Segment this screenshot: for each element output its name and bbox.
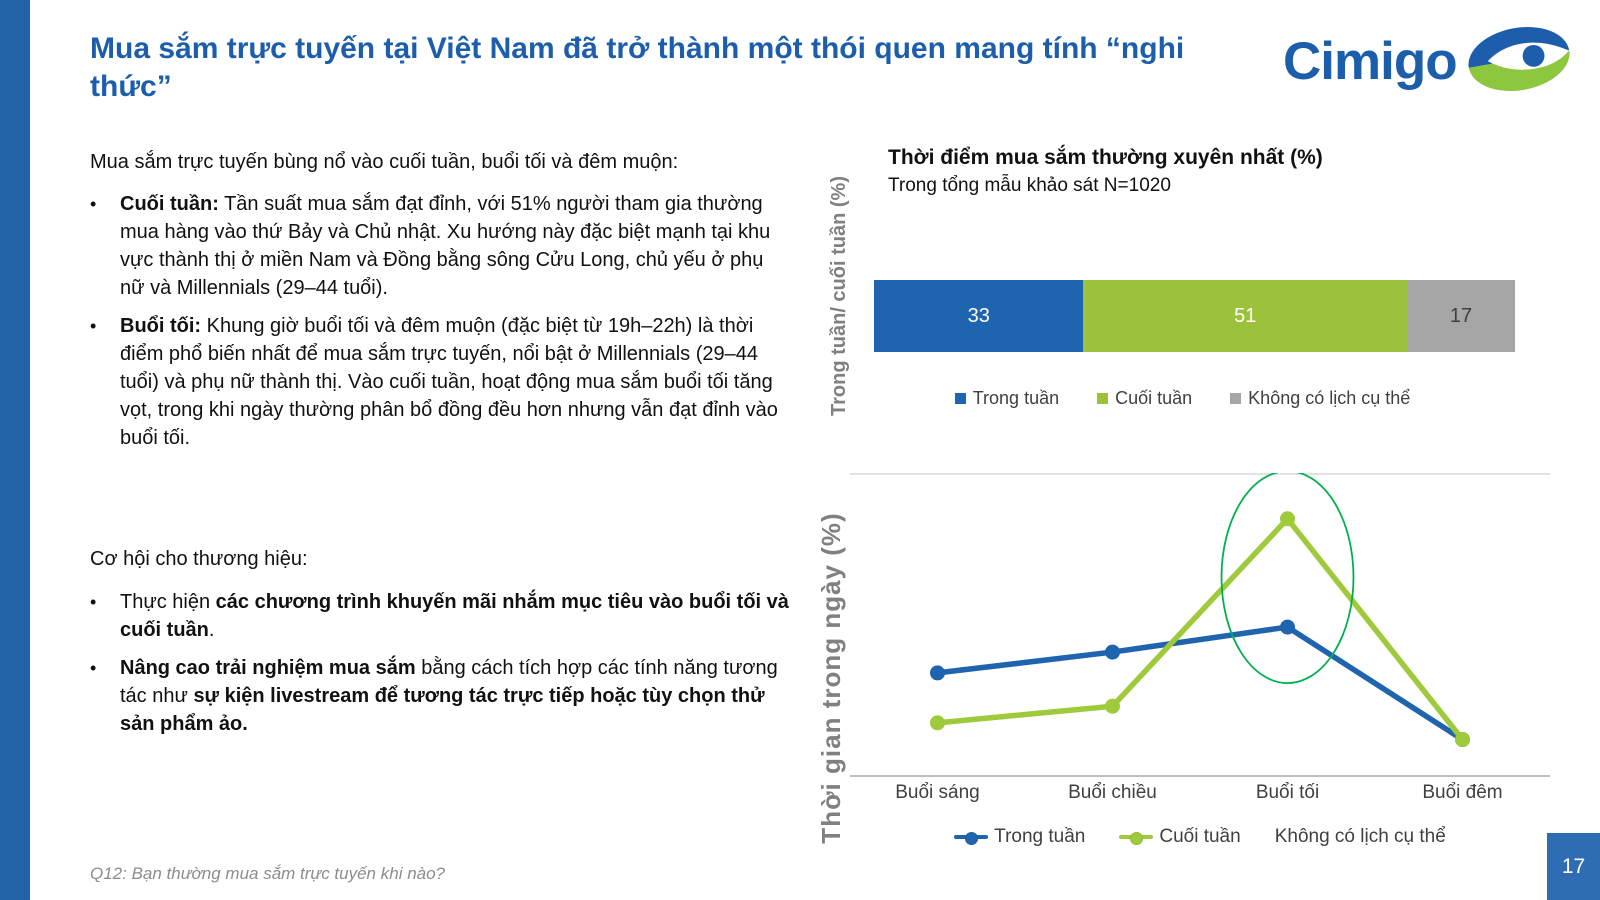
bar-chart-title: Thời điểm mua sắm thường xuyên nhất (%) (888, 146, 1323, 169)
line-chart-plot (850, 473, 1550, 777)
bullet-dot: • (90, 592, 97, 612)
opportunity-bullet-list (90, 588, 790, 748)
cimigo-eye-icon (1467, 26, 1571, 97)
bullet-weekend (90, 190, 790, 302)
x-label-evening: Buổi tối (1255, 782, 1320, 803)
legend-item-weekday-line: Trong tuần (954, 826, 1085, 848)
stacked-bar (874, 280, 1515, 352)
question-footnote: Q12: Bạn thường mua sắm trực tuyến khi nào? (90, 864, 446, 883)
legend-item-noschedule-line: Không có lịch cụ thể (1274, 826, 1446, 847)
bullet-dot: • (90, 316, 97, 336)
cimigo-wordmark: Cimigo (1283, 32, 1457, 91)
x-label-afternoon: Buổi chiều (1068, 782, 1157, 803)
bullet-weekend-lead: Cuối tuần: (120, 193, 219, 215)
bar-value-weekend: 51 (1234, 304, 1257, 327)
opportunity-heading: Cơ hội cho thương hiệu: (90, 548, 308, 570)
bar-segment (1407, 280, 1515, 352)
x-label-night: Buổi đêm (1422, 782, 1503, 803)
legend1-swatch (955, 393, 966, 404)
legend-item-weekday: Trong tuần (955, 388, 1059, 409)
bar-chart-subtitle: Trong tổng mẫu khảo sát N=1020 (888, 175, 1171, 196)
bullet-weekend-text: Tần suất mua sắm đạt đỉnh, với 51% người tham gia thường mua hàng vào thứ Bảy và Chủ nhật. Xu hướng này đặc biệt mạnh tại khu vực thành thị ở miền Nam và Đồng bằng sông Cửu Long, chủ yếu ở phụ nữ và Millennials (29–44 tuổi). (120, 193, 771, 299)
line-chart-x-axis-labels (850, 782, 1550, 804)
bullet-dot: • (90, 658, 97, 678)
bullet-evening (90, 312, 790, 452)
page-title: Mua sắm trực tuyến tại Việt Nam đã trở thành một thói quen mang tính “nghi thức” (90, 32, 1185, 103)
bullet-promotions: • Thực hiện các chương trình khuyến mãi nhắm mục tiêu vào buổi tối và cuối tuần. (90, 588, 790, 644)
line-chart-legend (850, 826, 1550, 848)
cimigo-logo (1283, 26, 1571, 97)
bullet-evening-lead: Buổi tối: (120, 315, 202, 337)
legend-item-weekend-line: Cuối tuần (1119, 826, 1240, 848)
legend1-swatch (1097, 393, 1108, 404)
bar-segment (1083, 280, 1407, 352)
bar-value-noschedule: 17 (1449, 304, 1473, 327)
legend-item-weekend: Cuối tuần (1097, 388, 1192, 409)
bullet-evening-text: Khung giờ buổi tối và đêm muộn (đặc biệt từ 19h–22h) là thời điểm phổ biến nhất để mua sắm trực tuyến, nổi bật ở Millennials (29–44 tuổi) và phụ nữ thành thị. Vào cuối tuần, hoạt động mua sắm buổi tối tăng vọt, trong khi ngày thường phân bổ đồng đều hơn nhưng vẫn đạt đỉnh vào buổi tối. (120, 315, 778, 449)
left-accent-bar (0, 0, 30, 900)
intro-paragraph: Mua sắm trực tuyến bùng nổ vào cuối tuần, buổi tối và đêm muộn: (90, 151, 679, 173)
bar-chart-y-axis-label: Trong tuần/ cuối tuần (%) (828, 176, 850, 416)
bullet-experience: • Nâng cao trải nghiệm mua sắm bằng cách tích hợp các tính năng tương tác như sự kiện livestream để tương tác trực tiếp hoặc tùy chọn thử sản phẩm ảo. (90, 654, 790, 738)
bullet-dot: • (90, 194, 97, 214)
x-label-morning: Buổi sáng (895, 782, 980, 803)
insight-bullet-list (90, 190, 790, 452)
bar-value-weekday: 33 (967, 304, 990, 327)
line-chart-y-axis-label: Thời gian trong ngày (%) (816, 512, 846, 844)
bar-chart-legend (850, 388, 1515, 409)
legend2-marker (954, 835, 988, 839)
left-text-column (90, 148, 790, 735)
legend1-swatch (1230, 393, 1241, 404)
page-number: 17 (1561, 854, 1586, 878)
legend-item-noschedule: Không có lịch cụ thể (1230, 388, 1410, 409)
bar-segment (874, 280, 1083, 352)
page-number-badge (1547, 833, 1600, 900)
legend2-marker (1119, 835, 1153, 839)
